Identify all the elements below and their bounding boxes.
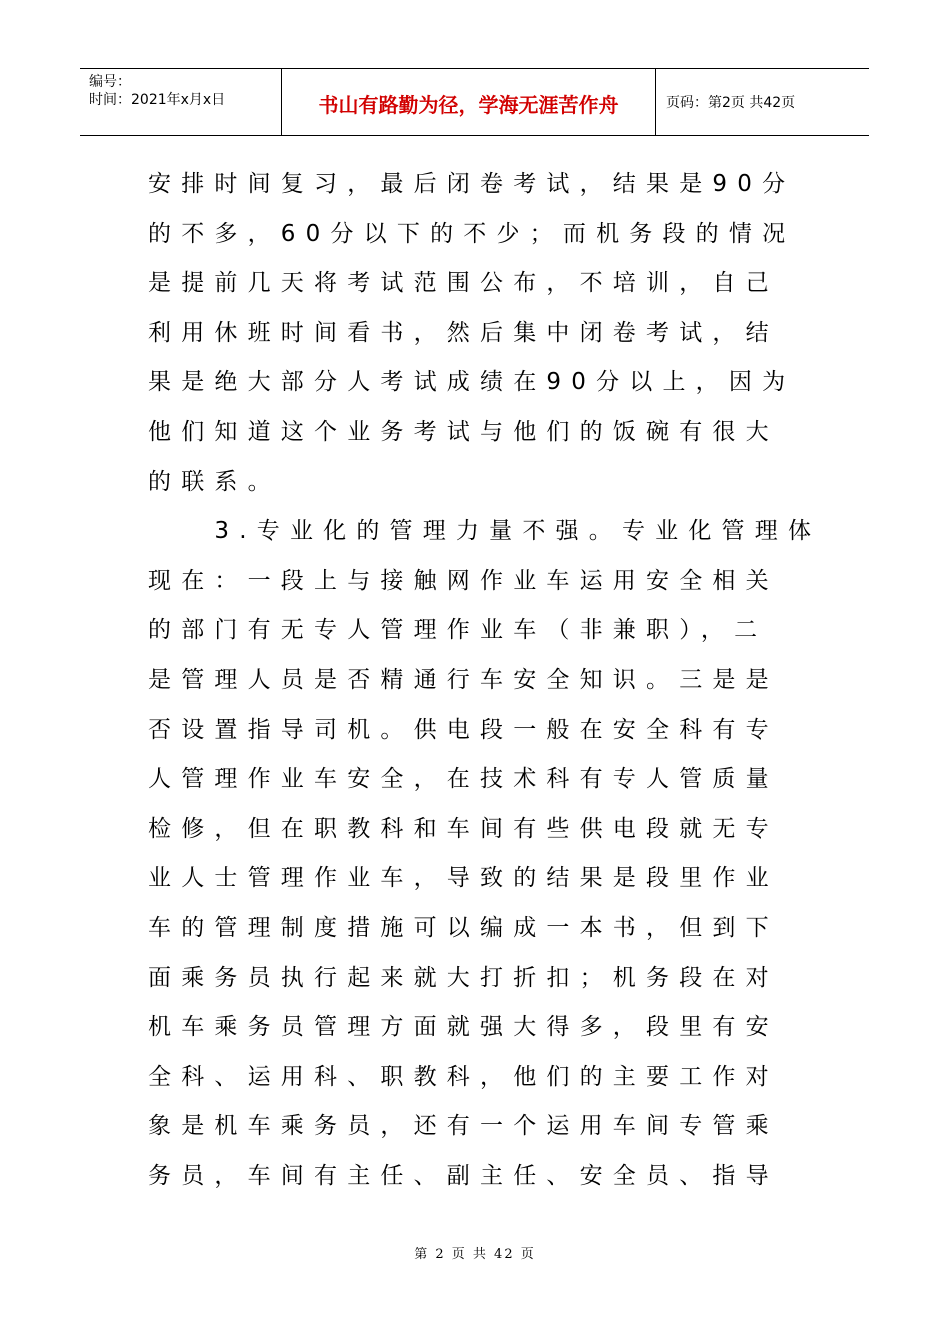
text-line: 3.专业化的管理力量不强。专业化管理体: [148, 518, 822, 545]
text-line: 他们知道这个业务考试与他们的饭碗有很大: [148, 418, 779, 445]
text-line: 务员，车间有主任、副主任、安全员、指导: [148, 1162, 779, 1189]
text-line: 果是绝大部分人考试成绩在90分以上，因为: [148, 369, 796, 396]
text-line: 是提前几天将考试范围公布，不培训，自己: [148, 270, 779, 297]
text-line: 面乘务员执行起来就大打折扣；机务段在对: [148, 964, 779, 991]
document-header: [80, 68, 869, 136]
text-line: 利用休班时间看书，然后集中闭卷考试，结: [148, 319, 779, 346]
text-line: 安排时间复习，最后闭卷考试，结果是90分: [148, 171, 796, 197]
text-line: 象是机车乘务员，还有一个运用车间专管乘: [148, 1113, 779, 1140]
text-line: 是管理人员是否精通行车安全知识。三是是: [148, 666, 779, 693]
header-page-info: 页码：第2页 共42页: [666, 95, 796, 111]
text-line: 业人士管理作业车，导致的结果是段里作业: [148, 865, 779, 892]
text-line: 机车乘务员管理方面就强大得多，段里有安: [148, 1014, 779, 1041]
text-line: 人管理作业车安全，在技术科有专人管质量: [148, 766, 779, 793]
text-line: 的不多，60分以下的不少；而机务段的情况: [148, 220, 796, 247]
text-line: 的联系。: [148, 468, 281, 495]
text-line: 全科、运用科、职教科，他们的主要工作对: [148, 1063, 779, 1090]
document-date-label: 时间：2021年x月x日: [89, 92, 226, 108]
page-footer: 第 2 页 共 42 页: [414, 1247, 536, 1262]
text-line: 检修，但在职教科和车间有些供电段就无专: [148, 815, 779, 842]
header-page-cell: [656, 69, 869, 135]
document-body: [148, 160, 822, 1201]
text-line: 现在：一段上与接触网作业车运用安全相关: [148, 567, 779, 594]
header-motto: 书山有路勤为径，学海无涯苦作舟: [318, 93, 619, 117]
document-number-label: 编号：: [89, 74, 131, 90]
text-line: 否设置指导司机。供电段一般在安全科有专: [148, 716, 779, 743]
text-line: 车的管理制度措施可以编成一本书，但到下: [148, 914, 779, 941]
header-motto-cell: [282, 69, 656, 135]
text-line: 的部门有无专人管理作业车（非兼职），二: [148, 617, 768, 644]
header-meta-cell: [80, 69, 282, 135]
